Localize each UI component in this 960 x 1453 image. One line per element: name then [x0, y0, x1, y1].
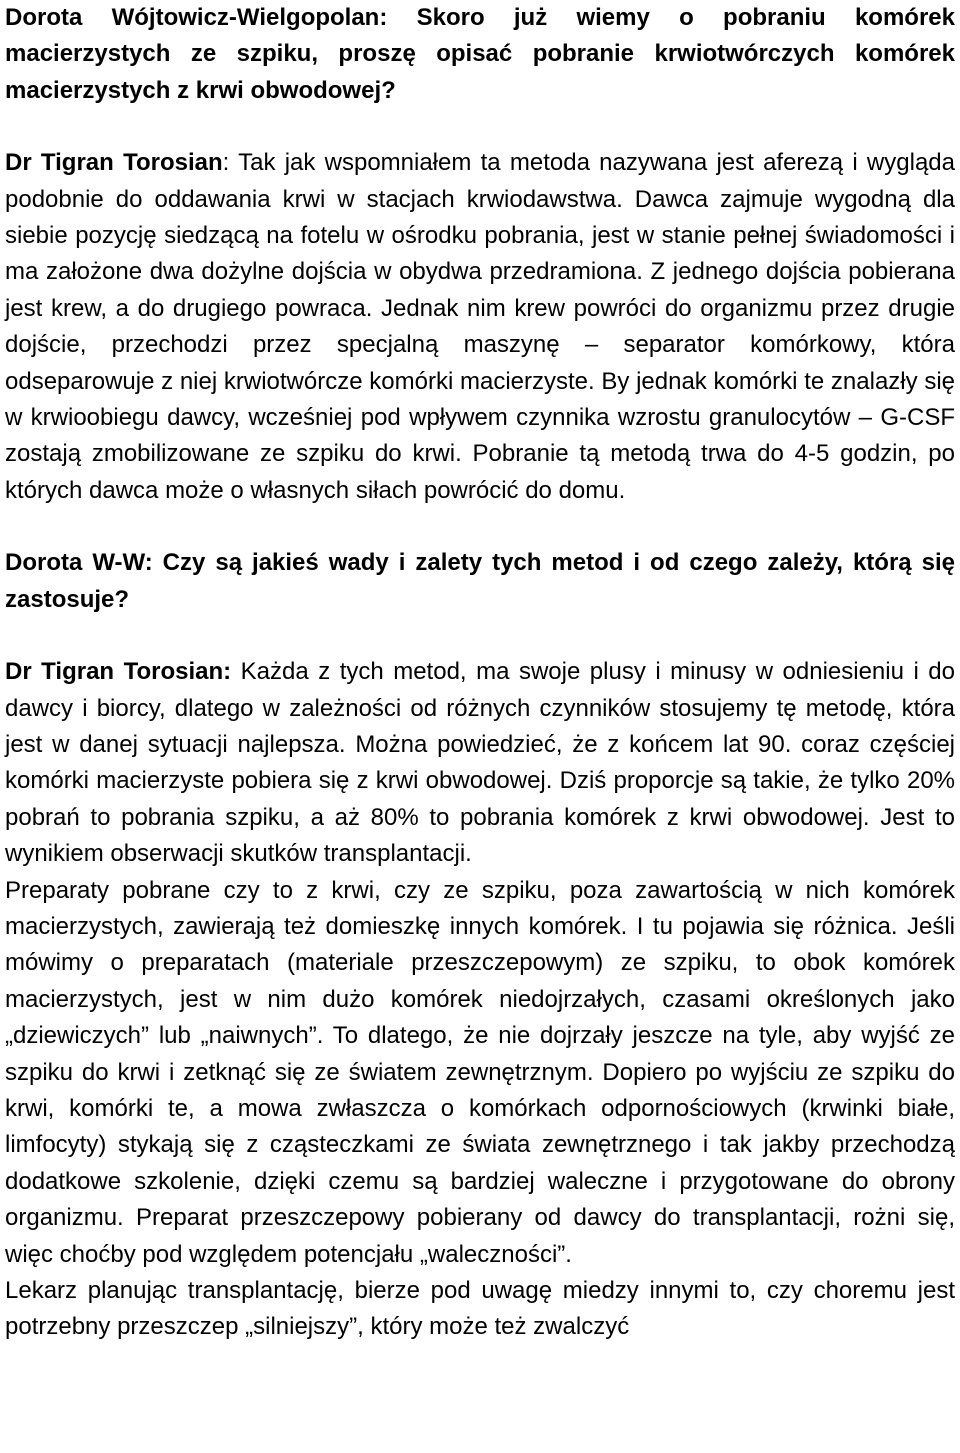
paragraph-3: Preparaty pobrane czy to z krwi, czy ze szpiku, poza zawartością w nich komórek macierzystych, zawierają też domieszkę innych komórek. I tu pojawia się różnica. Jeśli mówimy o preparatach (materiale przeszczepowym) ze szpiku, to obok komórek macierzystych, jest w nim dużo komórek niedojrzałych, czasami określonych jako „dziewiczych” lub „naiwnych”. To dlatego, że nie dojrzały jeszcze na tyle, aby wyjść ze szpiku do krwi i zetknąć się ze światem zewnętrznym. Dopiero po wyjściu ze szpiku do krwi, komórki te, a mowa zwłaszcza o komórkach odpornościowych (krwinki białe, limfocyty) stykają się z cząsteczkami ze świata zewnętrznego i tak jakby przechodzą dodatkowe szkolenie, dzięki czemu są bardziej waleczne i przygotowane do obrony organizmu. Preparat przeszczepowy pobierany od dawcy do transplantacji, rożni się, więc choćby pod względem potencjału „waleczności”.: [5, 876, 955, 1268]
answer-1-text: : Tak jak wspomniałem ta metoda nazywana jest aferezą i wygląda podobnie do oddawania krwi w stacjach krwiodawstwa. Dawca zajmuje wygodną dla siebie pozycję siedzącą na fotelu w ośrodku pobrania, jest w stanie pełnej świadomości i ma założone dwa dożylne dojścia w obydwa przedramiona. Z jednego dojścia pobierana jest krew, a do drugiego powraca. Jednak nim krew powróci do organizmu przez drugie dojście, przechodzi przez specjalną maszynę – separator komórkowy, która odseparowuje z niej krwiotwórcze komórki macierzyste. By jednak komórki te znalazły się w krwioobiegu dawcy, wcześniej pod wpływem czynnika wzrostu granulocytów – G-CSF zostają zmobilizowane ze szpiku do krwi. Pobranie tą metodą trwa do 4-5 godzin, po których dawca może o własnych siłach powrócić do domu.: [5, 149, 955, 504]
answer-2: [5, 654, 955, 872]
answer-1: [5, 145, 955, 509]
speaker-name: Dr Tigran Torosian:: [5, 658, 232, 686]
paragraph-4: Lekarz planując transplantację, bierze pod uwagę miedzy innymi to, czy choremu jest potrzebny przeszczep „silniejszy”, który może też zwalczyć: [5, 1277, 955, 1341]
question-1: Dorota Wójtowicz-Wielgopolan: Skoro już wiemy o pobraniu komórek macierzystych ze szpiku, proszę opisać pobranie krwiotwórczych komórek macierzystych z krwi obwodowej?: [5, 4, 955, 104]
speaker-name: Dr Tigran Torosian: [5, 149, 223, 177]
answer-2-text: Każda z tych metod, ma swoje plusy i minusy w odniesieniu i do dawcy i biorcy, dlatego w zależności od różnych czynników stosujemy tę metodę, która jest w danej sytuacji najlepsza. Można powiedzieć, że z końcem lat 90. coraz częściej komórki macierzyste pobiera się z krwi obwodowej. Dziś proporcje są takie, że tylko 20% pobrań to pobrania szpiku, a aż 80% to pobrania komórek z krwi obwodowej. Jest to wynikiem obserwacji skutków transplantacji.: [5, 658, 955, 868]
question-2: Dorota W-W: Czy są jakieś wady i zalety tych metod i od czego zależy, którą się zastosuje?: [5, 549, 955, 613]
